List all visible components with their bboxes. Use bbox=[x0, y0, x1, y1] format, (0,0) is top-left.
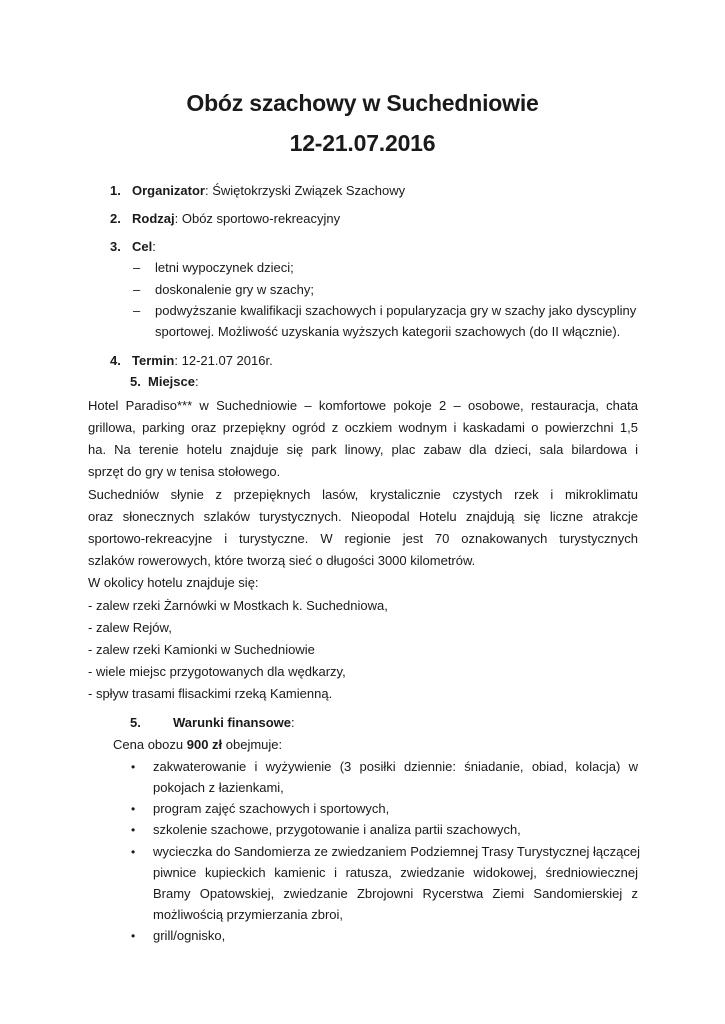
hotel-paragraph-line: Hotel Paradiso*** w Suchedniowie – komfortowe pokoje 2 – osobowe, restauracja, chata bbox=[88, 398, 638, 413]
item-number: 5. bbox=[130, 374, 141, 389]
dash-marker: – bbox=[133, 282, 141, 297]
bullet-marker: • bbox=[131, 823, 136, 837]
included-item-continued: pokojach z łazienkami, bbox=[153, 780, 284, 795]
nearby-item: - wiele miejsc przygotowanych dla wędkarzy, bbox=[88, 664, 346, 679]
nearby-item: - zalew rzeki Żarnówki w Mostkach k. Suchedniowa, bbox=[88, 598, 388, 613]
goal-item: doskonalenie gry w szachy; bbox=[155, 282, 314, 297]
type-value: : Obóz sportowo-rekreacyjny bbox=[174, 211, 341, 226]
term-value: : 12-21.07 2016r. bbox=[174, 353, 273, 368]
item-number: 5. bbox=[130, 715, 141, 730]
included-item-continued: możliwością przymierzania zbroi, bbox=[153, 907, 343, 922]
goal-label: Cel bbox=[132, 239, 153, 254]
bullet-marker: • bbox=[131, 929, 136, 943]
document-title: Obóz szachowy w Suchedniowie bbox=[186, 90, 539, 116]
item-number: 3. bbox=[110, 239, 121, 254]
goal-line: Cel: bbox=[132, 239, 156, 254]
nearby-intro: W okolicy hotelu znajduje się: bbox=[88, 575, 259, 590]
bullet-marker: • bbox=[131, 760, 136, 774]
included-item: szkolenie szachowe, przygotowanie i analiza partii szachowych, bbox=[153, 822, 521, 837]
place-label: Miejsce bbox=[148, 374, 195, 389]
included-item: zakwaterowanie i wyżywienie (3 posiłki dziennie: śniadanie, obiad, kolacja) w bbox=[153, 759, 638, 774]
item-number: 1. bbox=[110, 183, 121, 198]
included-item: grill/ognisko, bbox=[153, 928, 226, 943]
town-paragraph-line: Suchedniów słynie z przepięknych lasów, krystalicznie czystych rzek i mikroklimatu bbox=[88, 487, 638, 502]
town-paragraph-line: sportowo-rekreacyjne i turystyczne. W regionie jest 70 oznakowanych turystycznych bbox=[88, 531, 638, 546]
hotel-paragraph-line: grillowa, parking oraz przepiękny ogród z oczkiem wodnym i kaskadami o powierzchni 1,5 bbox=[88, 420, 638, 435]
nearby-item: - zalew Rejów, bbox=[88, 620, 172, 635]
organizer-value: : Świętokrzyski Związek Szachowy bbox=[204, 183, 406, 198]
dash-marker: – bbox=[133, 260, 141, 275]
included-item: wycieczka do Sandomierza ze zwiedzaniem Podziemnej Trasy Turystycznej łączącej bbox=[153, 844, 640, 859]
finance-line: Warunki finansowe: bbox=[173, 715, 295, 730]
nearby-item: - zalew rzeki Kamionki w Suchedniowie bbox=[88, 642, 315, 657]
dash-marker: – bbox=[133, 303, 141, 318]
type-line bbox=[132, 210, 340, 228]
price-line: Cena obozu 900 zł obejmuje: bbox=[113, 737, 283, 752]
item-number: 4. bbox=[110, 353, 121, 368]
finance-label: Warunki finansowe bbox=[173, 715, 291, 730]
price-amount: 900 zł bbox=[186, 737, 223, 752]
goal-item: letni wypoczynek dzieci; bbox=[155, 260, 294, 275]
hotel-paragraph-line: ha. Na terenie hotelu znajduje się park linowy, plac zabaw dla dzieci, sala bilardowa i bbox=[88, 442, 638, 457]
term-line bbox=[132, 352, 273, 370]
included-item-continued: Bramy Opatowskiej, zwiedzanie Zbrojowni Rycerstwa Ziemi Sandomierskiej z bbox=[153, 886, 638, 901]
organizer-line bbox=[132, 182, 405, 200]
goal-item: podwyższanie kwalifikacji szachowych i popularyzacja gry w szachy jako dyscypliny bbox=[155, 303, 637, 318]
included-item: program zajęć szachowych i sportowych, bbox=[153, 801, 390, 816]
town-paragraph-line: szlaków rowerowych, które tworzą sieć o długości 3000 kilometrów. bbox=[88, 553, 476, 568]
document-dates: 12-21.07.2016 bbox=[289, 130, 436, 156]
nearby-item: - spływ trasami flisackimi rzeką Kamienną. bbox=[88, 686, 333, 701]
organizer-label: Organizator bbox=[132, 183, 205, 198]
bullet-marker: • bbox=[131, 802, 136, 816]
included-item-continued: piwnice kupieckich kamienic i ratusza, zwiedzanie widokowej, średniowiecznej bbox=[153, 865, 638, 880]
type-label: Rodzaj bbox=[132, 211, 175, 226]
town-paragraph-line: oraz słonecznych szlaków turystycznych. Nieopodal Hotelu znajdują się liczne atrakcje bbox=[88, 509, 638, 524]
term-label: Termin bbox=[132, 353, 175, 368]
bullet-marker: • bbox=[131, 845, 136, 859]
hotel-paragraph-line: sprzęt do gry w tenisa stołowego. bbox=[88, 464, 281, 479]
goal-item-continued: sportowej. Możliwość uzyskania wyższych kategorii szachowych (do II włącznie). bbox=[155, 324, 621, 339]
place-line: Miejsce: bbox=[148, 374, 199, 389]
item-number: 2. bbox=[110, 211, 121, 226]
